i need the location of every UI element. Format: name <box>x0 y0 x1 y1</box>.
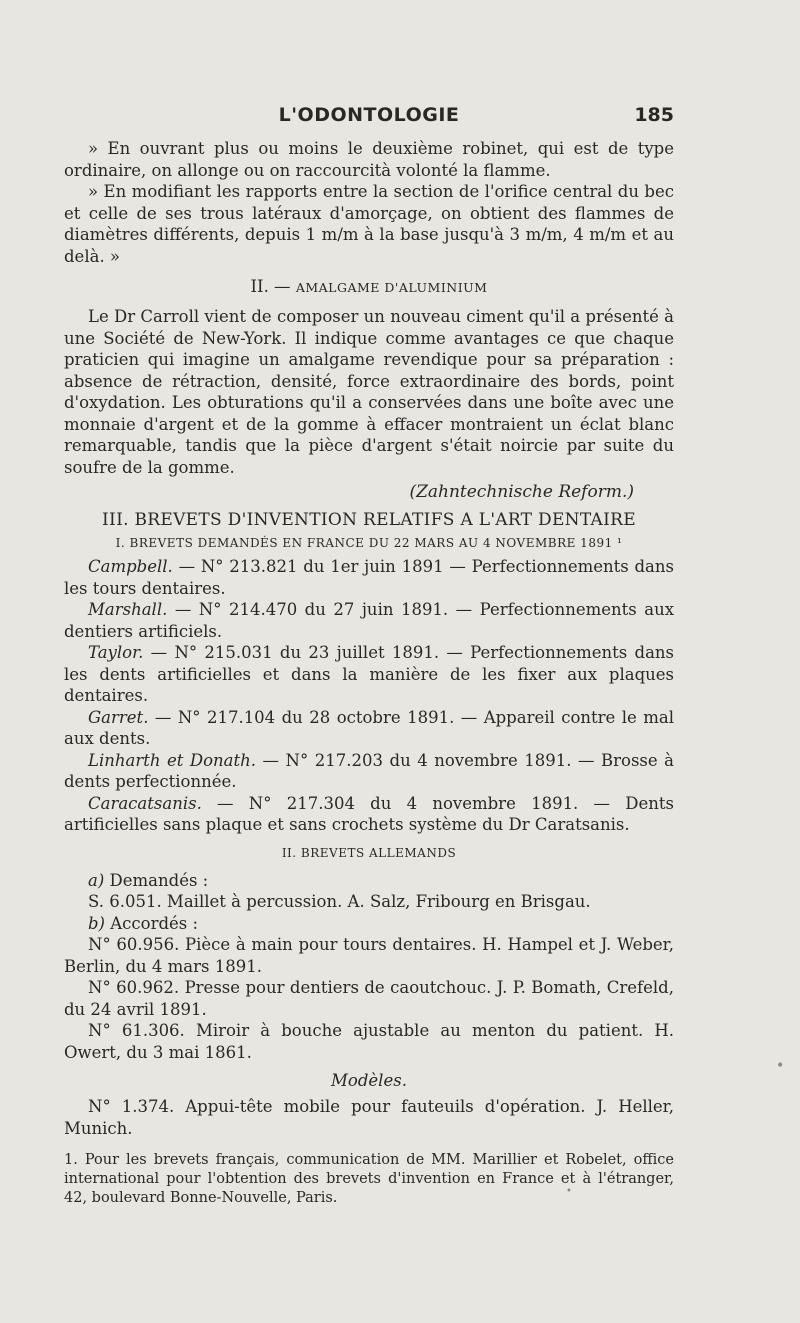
german-requested-entry: S. 6.051. Maillet à percussion. A. Salz, Fribourg en Brisgau. <box>88 892 591 911</box>
german-patents-heading: II. BREVETS ALLEMANDS <box>281 845 457 860</box>
patent-holder: Caracatsanis. <box>88 793 202 813</box>
models-heading: Modèles. <box>331 1071 407 1090</box>
section-2-body: Le Dr Carroll vient de composer un nouveau ciment qu'il a présenté à une Société de New-York. Il indique comme avantages ce que chaque praticien qui imagine un amalgame revendique pour sa préparation : absence de rétraction, densité, force extraordinaire des bords, point d'oxydation. Les obturations qu'il a conservées dans une boîte avec une monnaie d'argent et de la gomme à effacer montraient un éclat blanc remarquable, tandis que la pièce d'argent s'était noircie par suite du soufre de la gomme. <box>64 307 674 477</box>
patent-entry <box>64 599 674 642</box>
patent-text: — N° 213.821 du 1er juin 1891 — Perfectionnements dans les tours dentaires. <box>64 557 674 598</box>
patent-entry <box>64 793 674 836</box>
running-title: L'ODONTOLOGIE <box>278 104 460 126</box>
patent-text: — N° 215.031 du 23 juillet 1891. — Perfectionnements dans les dents artificielles et dans la manière de les fixer aux plaques dentaires. <box>64 643 674 705</box>
page-number: 185 <box>634 104 674 126</box>
patent-holder: Marshall. <box>88 600 168 619</box>
patent-entry <box>64 750 674 793</box>
patent-entry <box>64 642 674 707</box>
patent-holder: Campbell. <box>88 557 173 576</box>
german-granted-entry: N° 61.306. Miroir à bouche ajustable au menton du patient. H. Owert, du 3 mai 1861. <box>64 1021 674 1062</box>
ink-speck: • <box>776 1058 785 1074</box>
patent-holder: Linharth et Donath. <box>88 750 257 770</box>
patent-text: — N° 217.104 du 28 octobre 1891. — Appareil contre le mal aux dents. <box>64 707 674 748</box>
ink-speck: • <box>566 1186 572 1197</box>
french-patents-heading: I. BREVETS DEMANDÉS EN FRANCE DU 22 MARS AU 4 NOVEMBRE 1891 ¹ <box>115 536 623 550</box>
patent-holder: Taylor. <box>88 643 144 662</box>
page-header <box>64 104 674 138</box>
german-granted-entry: N° 60.962. Presse pour dentiers de caoutchouc. J. P. Bomath, Crefeld, du 24 avril 1891. <box>64 978 674 1019</box>
german-granted-entry: N° 60.956. Pièce à main pour tours dentaires. H. Hampel et J. Weber, Berlin, du 4 mars 1891. <box>64 935 674 976</box>
patent-holder: Garret. <box>88 707 149 727</box>
patent-text: — N° 217.203 du 4 novembre 1891. — Brosse à dents perfectionnée. <box>64 750 675 791</box>
quote-paragraph-2: » En modifiant les rapports entre la section de l'orifice central du bec et celle de ses trous latéraux d'amorçage, on obtient des flammes de diamètres différents, depuis 1 m/m à la base jusqu'à 3 m/m, 4 m/m et au delà. » <box>64 182 674 266</box>
patent-text: — N° 217.304 du 4 novembre 1891. — Dents artificielles sans plaque et sans crochets système du Dr Caratsanis. <box>64 793 674 834</box>
footnote: 1. Pour les brevets français, communication de MM. Marillier et Robelet, office international pour l'obtention des brevets d'invention en France et à l'étranger, 42, boulevard Bonne-Nouvelle, Paris. <box>64 1152 674 1206</box>
section-2-heading <box>64 277 674 296</box>
section-2-number: II. — <box>250 277 291 296</box>
quote-paragraph-1: » En ouvrant plus ou moins le deuxième robinet, qui est de type ordinaire, on allonge ou on raccourcità volonté la flamme. <box>64 139 674 180</box>
patent-entry <box>64 707 674 750</box>
section-2-source: (Zahntechnische Reform.) <box>409 482 634 502</box>
german-granted-label: b) Accordés : <box>88 913 199 933</box>
patent-text: — N° 214.470 du 27 juin 1891. — Perfectionnements aux dentiers artificiels. <box>64 600 674 641</box>
page-content <box>64 104 674 1208</box>
model-entry: N° 1.374. Appui-tête mobile pour fauteuils d'opération. J. Heller, Munich. <box>64 1097 674 1138</box>
patent-entry <box>64 556 674 599</box>
section-3-heading: III. BREVETS D'INVENTION RELATIFS A L'ART DENTAIRE <box>102 510 636 530</box>
german-requested-label: a) Demandés : <box>88 870 209 890</box>
section-2-title: AMALGAME D'ALUMINIUM <box>295 280 488 295</box>
